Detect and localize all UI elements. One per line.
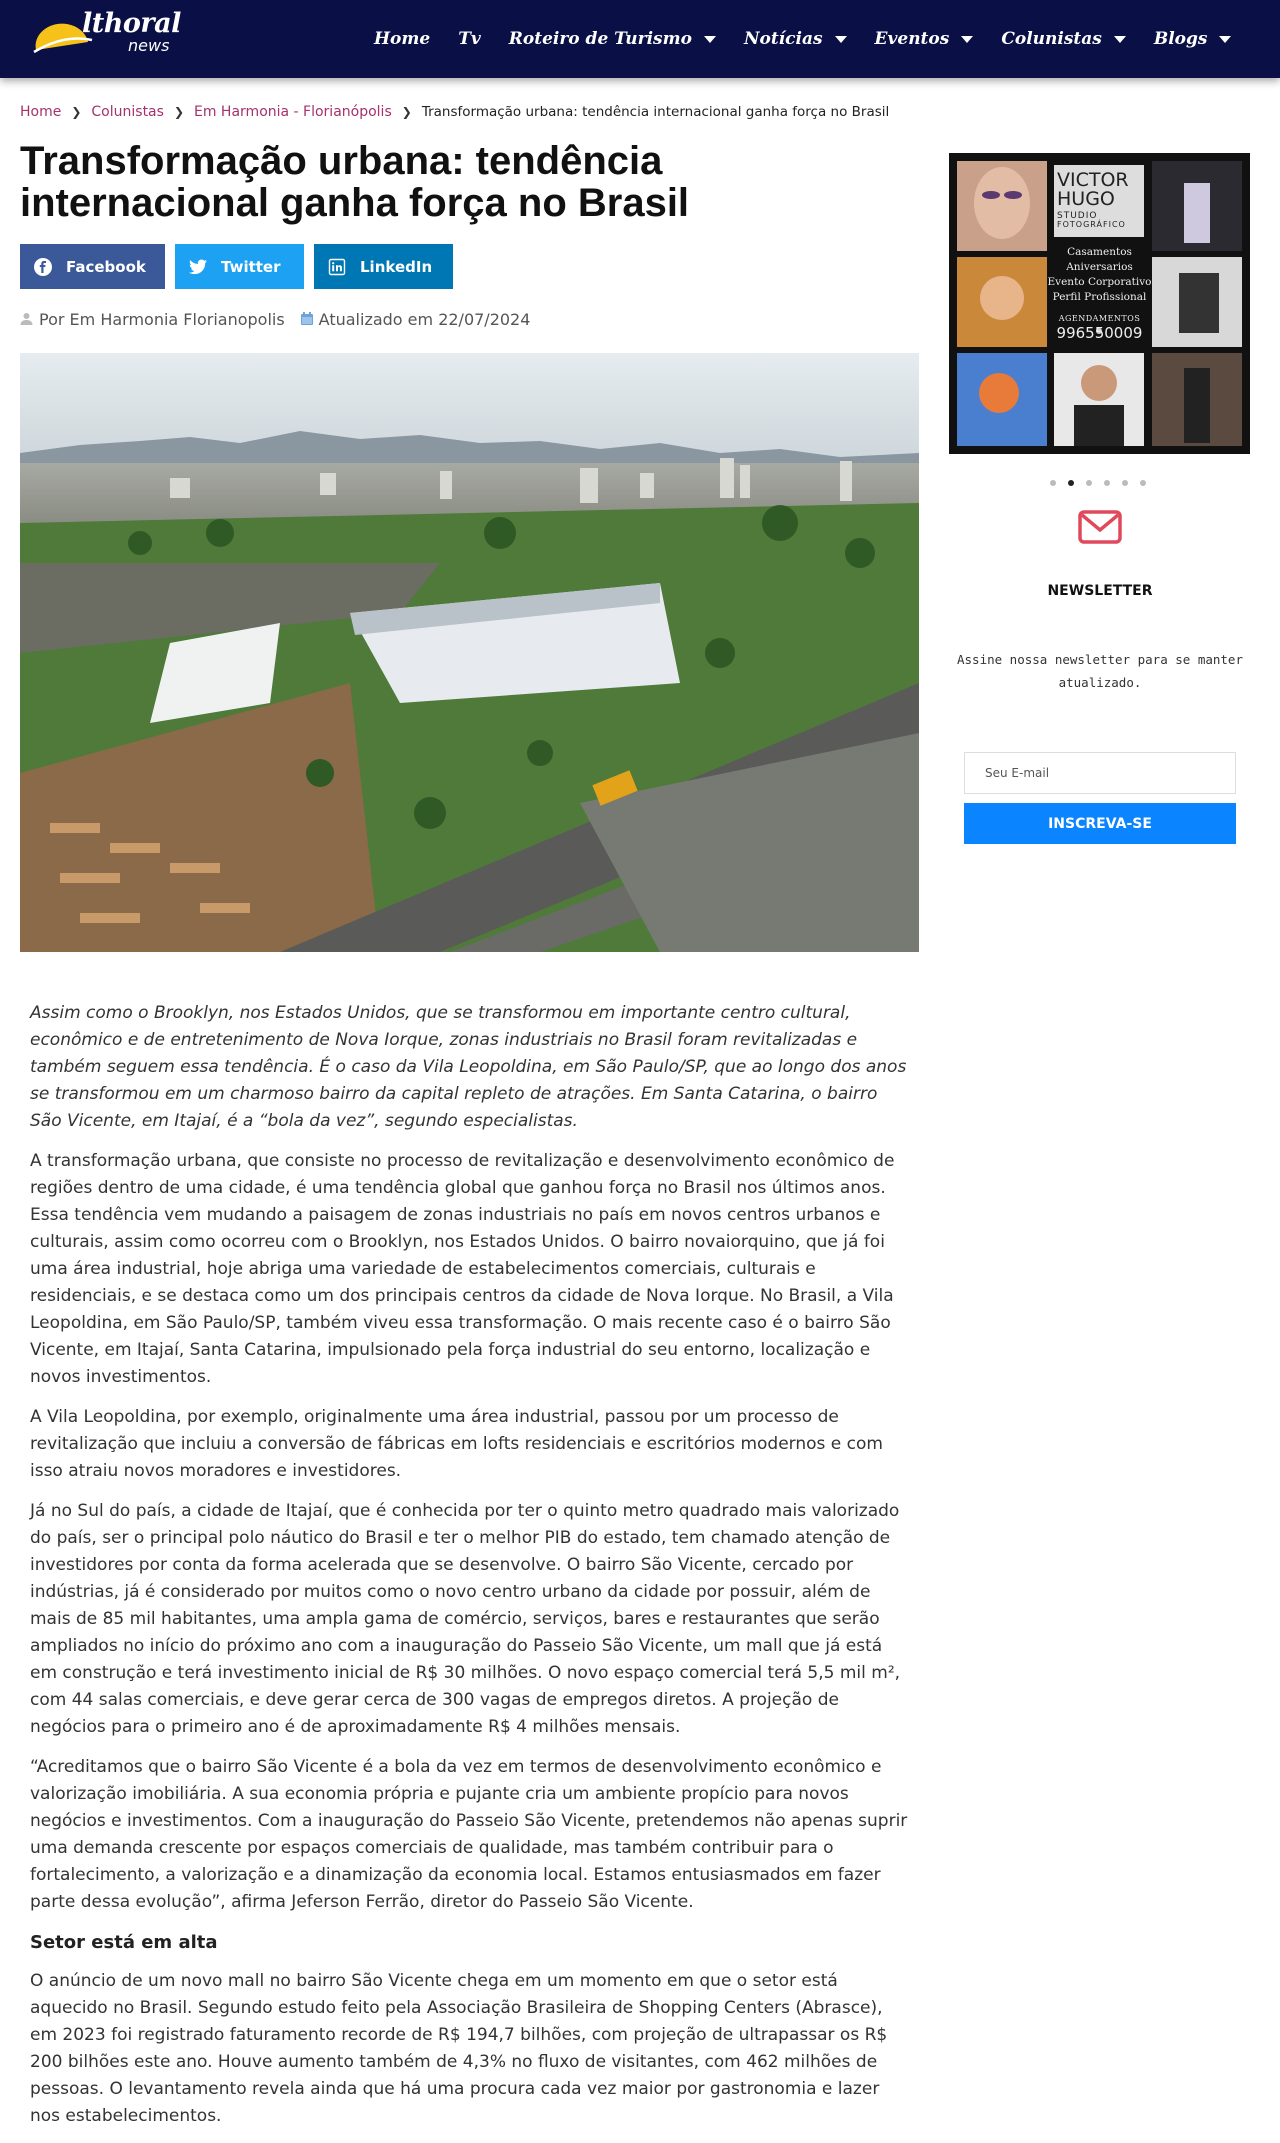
nav-colunistas-label: Colunistas [1001,29,1102,49]
user-icon [20,310,33,329]
article-lead: Assim como o Brooklyn, nos Estados Unidos, que se transformou em importante centro cultural, econômico e de entretenimento de Nova Iorque, zonas industriais no Brasil foram revitalizadas e também seguem essa tendência. É o caso da Vila Leopoldina, em São Paulo/SP, que ao longo dos anos se transformou em um charmoso bairro da capital repleto de atrações. Em Santa Catarina, o bairro São Vicente, em Itajaí, é a “bola da vez”, segundo especialistas. [30,1003,907,1131]
article-meta [20,310,530,329]
article-hero-image [20,353,919,952]
article-paragraph: “Acreditamos que o bairro São Vicente é a bola da vez em termos de desenvolvimento econômico e valorização imobiliária. A sua economia própria e pujante cria um ambiente propício para novos negócios e investimentos. Com a inauguração do Passeio São Vicente, pretendemos não apenas suprir uma demanda crescente por espaços comerciais de qualidade, mas também contribuir para o fortalecimento, a valorização e a dinamização da economia local. Estamos entusiasmados em fazer parte dessa evolução”, afirma Jeferson Ferrão, diretor do Passeio São Vicente. [30,1757,908,1912]
carousel-dot-active[interactable] [1068,480,1074,486]
newsletter-subscribe-button[interactable]: INSCREVA-SE [964,803,1236,844]
breadcrumb-home[interactable]: Home [20,104,62,120]
ad-brand [1057,171,1141,229]
ad-brand-line1: VICTOR [1057,169,1129,191]
nav-blogs[interactable] [1154,29,1232,49]
ad-brand-line3: STUDIO [1057,211,1098,221]
chevron-right-icon: ❯ [401,105,412,119]
logo-text: lthoral [82,8,181,39]
calendar-icon [301,310,313,329]
nav-eventos[interactable] [875,29,974,49]
twitter-label: Twitter [221,257,281,276]
ad-services [1047,245,1152,341]
newsletter-text: Assine nossa newsletter para se manter atualizado. [957,652,1243,690]
nav-eventos-label: Eventos [874,29,950,49]
nav-colunistas[interactable] [1001,29,1126,49]
main-nav [360,0,1245,78]
article-paragraph: A transformação urbana, que consiste no processo de revitalização e desenvolvimento econômico de regiões dentro de uma cidade, é uma tendência global que ganhou força no Brasil nos últimos anos. Essa tendência vem mudando a paisagem de zonas industriais no país em novos centros urbanos e culturais, assim como ocorreu com o Brooklyn, nos Estados Unidos. O bairro novaiorquino, que já foi uma área industrial, hoje abriga uma variedade de estabelecimentos comerciais, culturais e residenciais, e se destaca como um dos principais centros da cidade de Nova Iorque. No Brasil, a Vila Leopoldina, em São Paulo/SP, também viveu essa transformação. O mais recente caso é o bairro São Vicente, em Itajaí, Santa Catarina, impulsionado pela força industrial do seu entorno, localização e novos investimentos. [30,1151,895,1387]
nav-tv-label: Tv [458,29,481,49]
article-paragraph: Já no Sul do país, a cidade de Itajaí, que é conhecida por ter o quinto metro quadrado mais valorizado do país, ser o principal polo náutico do Brasil e ter o melhor PIB do estado, tem chamado atenção de investidores por conta da forma acelerada que se desenvolve. O bairro São Vicente, cercado por indústrias, já é considerado por muitos como o novo centro urbano da cidade por possuir, além de mais de 85 mil habitantes, uma ampla gama de comércio, serviços, bares e restaurantes que serão ampliados no início do próximo ano com a inauguração do Passeio São Vicente, um mall que já está em construção e terá investimento inicial de R$ 30 milhões. O novo espaço comercial terá 5,5 mil m², com 44 salas comerciais, e deve gerar cerca de 300 vagas de empregos diretos. A projeção de negócios para o primeiro ano é de aproximadamente R$ 4 milhões mensais. [30,1501,901,1737]
chevron-down-icon [961,36,973,43]
chevron-down-icon [704,36,716,43]
chevron-down-icon [835,36,847,43]
linkedin-icon [314,244,360,289]
carousel-dot[interactable] [1086,480,1092,486]
newsletter-title: NEWSLETTER [1047,583,1153,599]
carousel-dots [1050,480,1158,486]
logo-subtext: news [128,36,170,55]
breadcrumb-colunistas[interactable]: Colunistas [91,104,164,120]
page-title: Transformação urbana: tendência internacional ganha força no Brasil [20,139,690,225]
facebook-share-button[interactable] [20,244,165,289]
sidebar-ad-banner[interactable] [949,153,1250,454]
nav-tv[interactable] [458,29,481,49]
nav-home[interactable] [374,29,430,49]
chevron-down-icon [1114,36,1126,43]
nav-noticias[interactable] [744,29,847,49]
article-paragraph: O anúncio de um novo mall no bairro São Vicente chega em um momento em que o setor está aquecido no Brasil. Segundo estudo feito pela Associação Brasileira de Shopping Centers (Abrasce), em 2023 foi registrado faturamento recorde de R$ 194,7 bilhões, com projeção de ultrapassar os R$ 200 bilhões este ano. Houve aumento também de 4,3% no fluxo de visitantes, com 462 milhões de pessoas. O levantamento revela ainda que há uma procura cada vez maior por gastronomia e lazer nos estabelecimentos. [30,1971,888,2126]
ad-service: Evento Corporativo [1047,276,1152,288]
carousel-dot[interactable] [1050,480,1056,486]
nav-home-label: Home [374,29,431,49]
chevron-right-icon: ❯ [71,105,82,119]
nav-noticias-label: Notícias [743,29,823,49]
carousel-dot[interactable] [1104,480,1110,486]
article-body [30,1000,910,2143]
share-buttons [20,244,463,289]
carousel-dot[interactable] [1140,480,1146,486]
newsletter-email-input[interactable] [964,752,1236,794]
breadcrumb [20,104,889,120]
linkedin-label: LinkedIn [360,257,433,276]
article-updated-date: Atualizado em 22/07/2024 [318,310,531,329]
breadcrumb-current: Transformação urbana: tendência internacional ganha força no Brasil [421,104,890,120]
nav-blogs-label: Blogs [1153,29,1208,49]
ad-phone: 996550009 [1056,324,1143,342]
facebook-icon [20,244,66,289]
twitter-share-button[interactable] [175,244,304,289]
carousel-dot[interactable] [1122,480,1128,486]
article-author[interactable]: Por Em Harmonia Florianopolis [39,310,285,329]
ad-brand-line2: HUGO [1057,188,1115,210]
site-header [0,0,1280,78]
chevron-right-icon: ❯ [173,105,184,119]
ad-service: Aniversarios [1066,261,1133,273]
ad-brand-line4: FOTOGRÁFICO [1057,220,1126,229]
article-subheading: Setor está em alta [30,1932,218,1953]
chevron-down-icon [1219,36,1231,43]
linkedin-share-button[interactable] [314,244,453,289]
breadcrumb-section[interactable]: Em Harmonia - Florianópolis [194,104,392,120]
mail-icon [1078,510,1122,544]
twitter-icon [175,244,221,289]
article-paragraph: A Vila Leopoldina, por exemplo, originalmente uma área industrial, passou por um processo de revitalização que incluiu a conversão de fábricas em lofts residenciais e escritórios modernos e com isso atraiu novos moradores e investidores. [30,1407,883,1481]
facebook-label: Facebook [66,257,146,276]
ad-booking-label: AGENDAMENTOS [1058,314,1141,323]
site-logo[interactable] [30,6,190,66]
nav-roteiro[interactable] [509,29,716,49]
nav-roteiro-label: Roteiro de Turismo [508,29,692,49]
ad-service: Casamentos [1067,246,1132,258]
ad-service: Perfil Profissional [1052,291,1147,303]
